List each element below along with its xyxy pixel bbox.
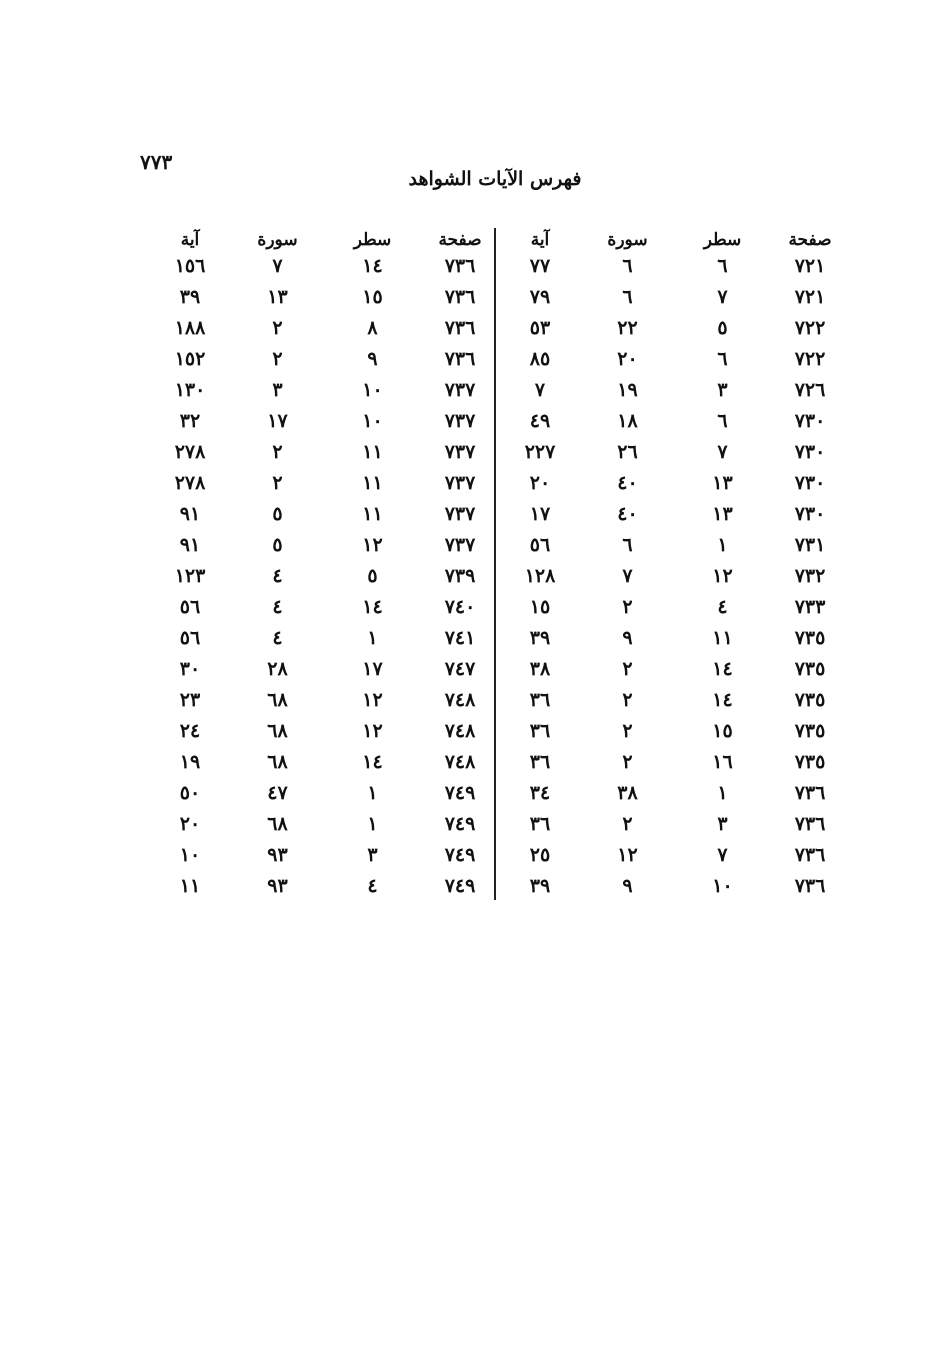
cell-line: ١٢ [712, 564, 733, 587]
cell-page: ٧٣٣ [794, 595, 826, 618]
cell-line: ١٤ [362, 750, 383, 773]
cell-surah: ١٣ [267, 285, 288, 308]
cell-page: ٧٣٥ [794, 626, 826, 649]
cell-surah: ٣٨ [617, 781, 638, 804]
table-row [150, 622, 500, 653]
cell-verse: ٢٠ [529, 471, 551, 494]
cell-page: ٧٣٦ [444, 285, 476, 308]
table-row [500, 312, 850, 343]
table-row [150, 467, 500, 498]
table-row [150, 281, 500, 312]
table-row [150, 808, 500, 839]
cell-verse: ٨٥ [529, 347, 551, 370]
table-row [150, 715, 500, 746]
cell-surah: ٧ [622, 564, 633, 587]
table-row [500, 281, 850, 312]
cell-line: ١ [717, 533, 728, 556]
table-row [150, 560, 500, 591]
cell-page: ٧٣٧ [444, 440, 476, 463]
cell-line: ٤ [367, 874, 378, 897]
cell-line: ٣ [367, 843, 378, 866]
cell-surah: ٤ [272, 564, 283, 587]
left-table-header [150, 218, 500, 250]
cell-page: ٧٢١ [794, 285, 826, 308]
cell-surah: ٧ [272, 254, 283, 277]
cell-surah: ٩٣ [267, 874, 288, 897]
table-row [150, 498, 500, 529]
cell-verse: ٣٦ [529, 812, 551, 835]
table-row [500, 560, 850, 591]
cell-verse: ٤٩ [529, 409, 551, 432]
cell-page: ٧٣٥ [794, 657, 826, 680]
table-row [150, 684, 500, 715]
cell-surah: ٢ [272, 440, 283, 463]
page-number: ٧٧٣ [140, 150, 173, 174]
cell-verse: ٢٧٨ [174, 471, 206, 494]
cell-page: ٧٤١ [444, 626, 476, 649]
table-row [500, 622, 850, 653]
cell-line: ١٢ [362, 533, 383, 556]
cell-verse: ١٢٨ [524, 564, 556, 587]
cell-surah: ٢ [622, 688, 633, 711]
cell-surah: ٢ [272, 316, 283, 339]
cell-page: ٧٣٩ [444, 564, 476, 587]
cell-surah: ٥ [272, 533, 283, 556]
cell-surah: ٢ [622, 657, 633, 680]
cell-line: ١١ [362, 502, 383, 525]
cell-verse: ١٥ [529, 595, 551, 618]
table-row [500, 436, 850, 467]
cell-page: ٧٣٧ [444, 471, 476, 494]
cell-verse: ١١ [179, 874, 201, 897]
cell-page: ٧٣٥ [794, 688, 826, 711]
table-row [500, 498, 850, 529]
cell-line: ٥ [717, 316, 728, 339]
table-row [150, 374, 500, 405]
cell-surah: ٦٨ [267, 719, 288, 742]
cell-line: ١٣ [712, 502, 733, 525]
cell-page: ٧٤٨ [444, 719, 476, 742]
cell-verse: ٣٢ [179, 409, 201, 432]
cell-line: ١٤ [712, 657, 733, 680]
cell-verse: ٣٦ [529, 750, 551, 773]
cell-page: ٧٣٦ [794, 781, 826, 804]
cell-surah: ٩ [622, 874, 633, 897]
cell-surah: ١٨ [617, 409, 638, 432]
cell-line: ١٤ [712, 688, 733, 711]
cell-surah: ٦٨ [267, 812, 288, 835]
cell-line: ٣ [717, 378, 728, 401]
cell-verse: ١٣٠ [174, 378, 206, 401]
cell-page: ٧٤٨ [444, 688, 476, 711]
table-row [500, 250, 850, 281]
cell-verse: ١٠ [179, 843, 201, 866]
cell-verse: ٥٠ [179, 781, 201, 804]
header-verse: آية [530, 230, 550, 250]
cell-verse: ٩١ [179, 502, 201, 525]
cell-page: ٧٤٩ [444, 874, 476, 897]
cell-surah: ٥ [272, 502, 283, 525]
cell-page: ٧٣٦ [794, 812, 826, 835]
cell-verse: ٣٩ [529, 874, 551, 897]
cell-line: ٩ [367, 347, 378, 370]
cell-page: ٧٤٩ [444, 781, 476, 804]
cell-line: ٣ [717, 812, 728, 835]
cell-page: ٧٢٦ [794, 378, 826, 401]
cell-page: ٧٤٩ [444, 843, 476, 866]
cell-line: ٦ [717, 409, 728, 432]
table-row [500, 870, 850, 901]
cell-verse: ٣٩ [529, 626, 551, 649]
cell-verse: ٢٧٨ [174, 440, 206, 463]
cell-verse: ٩١ [179, 533, 201, 556]
cell-line: ١٢ [362, 719, 383, 742]
right-table-body [500, 250, 850, 901]
table-row [150, 250, 500, 281]
cell-verse: ١٩ [179, 750, 201, 773]
table-row [500, 715, 850, 746]
header-line: سطر [703, 230, 742, 250]
table-row [500, 777, 850, 808]
cell-page: ٧٣٥ [794, 750, 826, 773]
right-table-header [500, 218, 850, 250]
cell-verse: ١٧ [529, 502, 551, 525]
cell-verse: ٧٧ [529, 254, 551, 277]
table-row [500, 746, 850, 777]
cell-verse: ٧ [534, 378, 546, 401]
cell-page: ٧٢١ [794, 254, 826, 277]
header-page: صفحة [438, 230, 482, 250]
cell-surah: ٢ [272, 471, 283, 494]
table-row [500, 343, 850, 374]
cell-page: ٧٣٦ [444, 254, 476, 277]
cell-line: ٤ [717, 595, 728, 618]
cell-line: ١٥ [712, 719, 733, 742]
cell-verse: ٢٥ [529, 843, 551, 866]
cell-verse: ٣٨ [529, 657, 551, 680]
cell-surah: ٢ [622, 719, 633, 742]
cell-surah: ٦٨ [267, 688, 288, 711]
cell-surah: ٩٣ [267, 843, 288, 866]
cell-surah: ٢٠ [617, 347, 638, 370]
right-table [500, 218, 850, 901]
cell-surah: ٦ [622, 285, 633, 308]
header-line: سطر [353, 230, 392, 250]
cell-line: ١٠ [362, 409, 383, 432]
left-table [150, 218, 500, 901]
cell-line: ١٧ [362, 657, 383, 680]
cell-surah: ١٢ [617, 843, 638, 866]
cell-verse: ٢٠ [179, 812, 201, 835]
cell-line: ٥ [367, 564, 378, 587]
cell-surah: ٤ [272, 626, 283, 649]
cell-surah: ١٧ [267, 409, 288, 432]
cell-page: ٧٣٦ [444, 316, 476, 339]
header-surah: سورة [607, 230, 648, 250]
table-row [500, 405, 850, 436]
page-title: فهرس الآيات الشواهد [408, 168, 582, 190]
cell-page: ٧٤٩ [444, 812, 476, 835]
table-row [150, 777, 500, 808]
cell-line: ١٦ [712, 750, 733, 773]
verse-index-table [150, 218, 850, 908]
cell-surah: ٤ [272, 595, 283, 618]
table-row [150, 343, 500, 374]
cell-surah: ٢ [622, 750, 633, 773]
cell-line: ١٤ [362, 254, 383, 277]
cell-surah: ٦٨ [267, 750, 288, 773]
cell-surah: ٢٨ [267, 657, 288, 680]
cell-line: ١٢ [362, 688, 383, 711]
cell-line: ٦ [717, 347, 728, 370]
table-row [150, 591, 500, 622]
table-row [150, 839, 500, 870]
cell-page: ٧٣٦ [794, 874, 826, 897]
cell-verse: ٢٣ [179, 688, 201, 711]
cell-page: ٧٤٧ [444, 657, 476, 680]
cell-page: ٧٣٥ [794, 719, 826, 742]
cell-surah: ٦ [622, 254, 633, 277]
table-row [500, 808, 850, 839]
cell-page: ٧٣٦ [794, 843, 826, 866]
cell-surah: ٤٠ [617, 502, 638, 525]
cell-verse: ٣٠ [179, 657, 201, 680]
cell-line: ٧ [717, 440, 728, 463]
cell-page: ٧٣٠ [794, 502, 826, 525]
cell-surah: ٢ [622, 812, 633, 835]
table-row [500, 684, 850, 715]
cell-line: ٧ [717, 285, 728, 308]
table-row [150, 436, 500, 467]
cell-verse: ١٢٣ [174, 564, 206, 587]
cell-line: ١١ [362, 471, 383, 494]
cell-page: ٧٣٧ [444, 409, 476, 432]
cell-line: ١١ [362, 440, 383, 463]
cell-surah: ٣ [272, 378, 283, 401]
cell-line: ١٤ [362, 595, 383, 618]
cell-surah: ٤٧ [267, 781, 288, 804]
table-row [500, 839, 850, 870]
cell-verse: ٣٩ [179, 285, 201, 308]
cell-line: ١ [367, 781, 378, 804]
cell-page: ٧٣٠ [794, 409, 826, 432]
cell-verse: ٣٤ [529, 781, 551, 804]
table-row [500, 374, 850, 405]
cell-line: ٦ [717, 254, 728, 277]
cell-page: ٧٣٧ [444, 533, 476, 556]
cell-line: ١٠ [362, 378, 383, 401]
table-row [150, 870, 500, 901]
cell-page: ٧٤٨ [444, 750, 476, 773]
cell-surah: ٢٢ [617, 316, 638, 339]
cell-surah: ٢ [622, 595, 633, 618]
table-row [500, 591, 850, 622]
header-surah: سورة [257, 230, 298, 250]
cell-line: ١ [717, 781, 728, 804]
table-row [500, 653, 850, 684]
cell-surah: ٢٦ [617, 440, 638, 463]
cell-verse: ٣٦ [529, 688, 551, 711]
left-table-body [150, 250, 500, 901]
cell-page: ٧٣٠ [794, 471, 826, 494]
cell-line: ١ [367, 626, 378, 649]
cell-verse: ١٨٨ [174, 316, 206, 339]
cell-verse: ١٥٢ [174, 347, 206, 370]
table-row [150, 405, 500, 436]
cell-page: ٧٣٧ [444, 378, 476, 401]
cell-line: ١٣ [712, 471, 733, 494]
cell-line: ١٠ [712, 874, 733, 897]
cell-page: ٧٢٢ [794, 316, 826, 339]
cell-page: ٧٣٠ [794, 440, 826, 463]
cell-line: ٨ [367, 316, 378, 339]
cell-surah: ١٩ [617, 378, 638, 401]
cell-surah: ٩ [622, 626, 633, 649]
cell-page: ٧٢٢ [794, 347, 826, 370]
cell-verse: ٣٦ [529, 719, 551, 742]
cell-verse: ٢٤ [179, 719, 201, 742]
cell-page: ٧٤٠ [444, 595, 476, 618]
cell-page: ٧٣٦ [444, 347, 476, 370]
cell-surah: ٤٠ [617, 471, 638, 494]
cell-page: ٧٣١ [794, 533, 826, 556]
header-page: صفحة [788, 230, 832, 250]
table-row [150, 746, 500, 777]
cell-line: ١١ [712, 626, 733, 649]
cell-line: ١ [367, 812, 378, 835]
cell-verse: ٥٦ [529, 533, 551, 556]
cell-verse: ١٥٦ [174, 254, 206, 277]
cell-page: ٧٣٧ [444, 502, 476, 525]
cell-verse: ٢٢٧ [524, 440, 556, 463]
cell-line: ١٥ [362, 285, 383, 308]
table-row [150, 312, 500, 343]
table-row [500, 529, 850, 560]
cell-surah: ٢ [272, 347, 283, 370]
cell-surah: ٦ [622, 533, 633, 556]
cell-verse: ٥٣ [529, 316, 551, 339]
header-verse: آية [180, 230, 200, 250]
cell-line: ٧ [717, 843, 728, 866]
cell-verse: ٧٩ [529, 285, 551, 308]
table-row [500, 467, 850, 498]
table-row [150, 653, 500, 684]
cell-verse: ٥٦ [179, 626, 201, 649]
table-row [150, 529, 500, 560]
cell-page: ٧٣٢ [794, 564, 826, 587]
cell-verse: ٥٦ [179, 595, 201, 618]
